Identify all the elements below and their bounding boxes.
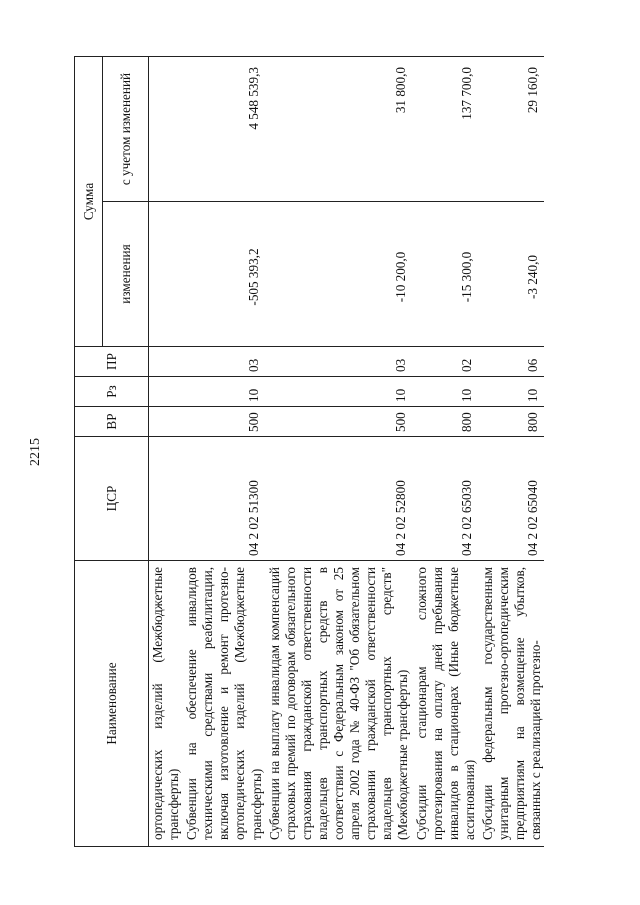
row-rz: 10 (478, 377, 544, 407)
row-name: Субвенции на обеспечение инвалидов техническими средствами реабилитации, включая изготовление и ремонт протезно-ортопедических изделий (Межбюджетные трансферты) (182, 561, 264, 847)
row-csr: 04 2 02 65040 (478, 437, 544, 561)
row-vr: 800 (412, 407, 478, 437)
row-changes: -3 240,0 (478, 202, 544, 347)
header-pr: ПР (75, 347, 149, 377)
row-total: 4 548 539,3 (182, 57, 264, 202)
row-changes: -15 300,0 (412, 202, 478, 347)
table-row (412, 57, 478, 847)
row-vr: 800 (478, 407, 544, 437)
row-vr: 500 (182, 407, 264, 437)
table-row (182, 57, 264, 847)
header-rz: Рз (75, 377, 149, 407)
budget-table-sheet (74, 57, 594, 847)
row-total: 137 700,0 (412, 57, 478, 202)
header-csr: ЦСР (75, 437, 149, 561)
row-rz: 10 (182, 377, 264, 407)
row-csr: 04 2 02 51300 (182, 437, 264, 561)
row-vr (149, 407, 183, 437)
row-changes (149, 202, 183, 347)
row-changes: -10 200,0 (265, 202, 412, 347)
table-header (75, 57, 149, 847)
row-rz (149, 377, 183, 407)
header-with-changes: с учетом изменений (103, 57, 149, 202)
row-pr (149, 347, 183, 377)
row-pr: 03 (182, 347, 264, 377)
row-total (149, 57, 183, 202)
table-row (149, 57, 183, 847)
header-name: Наименование (75, 561, 149, 847)
row-total: 29 160,0 (478, 57, 544, 202)
table-row (265, 57, 412, 847)
row-rz: 10 (412, 377, 478, 407)
row-pr: 02 (412, 347, 478, 377)
header-vr: ВР (75, 407, 149, 437)
page-number: 2215 (28, 438, 43, 466)
header-sum: Сумма (75, 57, 103, 347)
row-name: Субвенции на выплату инвалидам компенсаций страховых премий по договорам обязательного страхования гражданской ответственности владельцев транспортных средств в соответствии с Федеральным законом от 25 апреля 2002 года № 40-ФЗ "Об обязательном страховании гражданской ответственности владельцев транспортных средств" (Межбюджетные трансферты) (265, 561, 412, 847)
row-vr: 500 (265, 407, 412, 437)
row-changes: -505 393,2 (182, 202, 264, 347)
row-csr: 04 2 02 52800 (265, 437, 412, 561)
row-rz: 10 (265, 377, 412, 407)
row-total: 31 800,0 (265, 57, 412, 202)
row-csr (149, 437, 183, 561)
row-name: Субсидии федеральным государственным унитарным протезно-ортопедическим предприятиям на возмещение убытков, связанных с реализацией протезно- (478, 561, 544, 847)
row-pr: 06 (478, 347, 544, 377)
row-pr: 03 (265, 347, 412, 377)
row-name: ортопедических изделий (Межбюджетные трансферты) (149, 561, 183, 847)
budget-table (74, 56, 544, 847)
table-row (478, 57, 544, 847)
row-csr: 04 2 02 65030 (412, 437, 478, 561)
header-changes: изменения (103, 202, 149, 347)
row-name: Субсидии стационарам сложного протезирования на оплату дней пребывания инвалидов в стационарах (Иные бюджетные ассигнования) (412, 561, 478, 847)
